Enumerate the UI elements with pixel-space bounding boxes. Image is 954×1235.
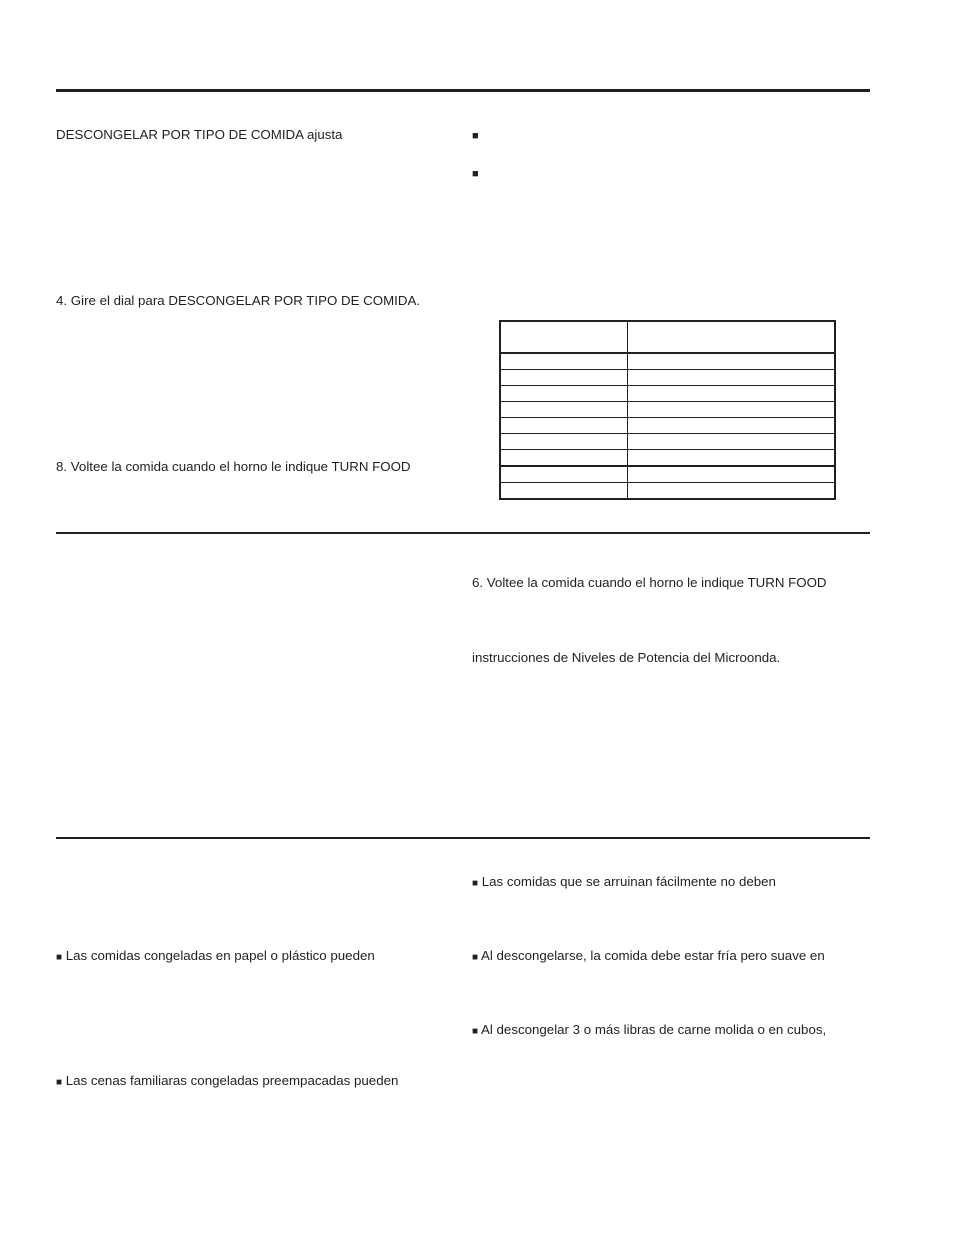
- table-cell: [628, 353, 836, 370]
- table-cell: [500, 418, 628, 434]
- table-cell: [628, 370, 836, 386]
- table-cell: [628, 466, 836, 483]
- auto-defrost-intro: DESCONGELAR POR TIPO DE COMIDA ajusta: [56, 127, 343, 142]
- table-row: [500, 450, 835, 467]
- table-header-cell: [500, 321, 628, 353]
- table-cell: [628, 434, 836, 450]
- tip-text: Las cenas familiaras congeladas preempacadas pueden: [65, 1073, 399, 1088]
- table-cell: [500, 450, 628, 467]
- bullet-square-icon: ■: [56, 952, 63, 963]
- table-header-cell: [628, 321, 836, 353]
- tip-text: Al descongelarse, la comida debe estar fría pero suave en: [481, 948, 825, 963]
- table-cell: [500, 483, 628, 500]
- section-divider: [56, 837, 870, 839]
- step-4-text: 4. Gire el dial para DESCONGELAR POR TIPO DE COMIDA.: [56, 293, 421, 308]
- table-row: [500, 402, 835, 418]
- defrost-food-table: [499, 320, 836, 500]
- table-cell: [500, 466, 628, 483]
- step-6-text: 6. Voltee la comida cuando el horno le indique TURN FOOD: [472, 575, 827, 590]
- step-8-text: 8. Voltee la comida cuando el horno le indique TURN FOOD: [56, 459, 411, 474]
- table-cell: [500, 353, 628, 370]
- table-cell: [628, 418, 836, 434]
- tip-text: Las comidas congeladas en papel o plástico pueden: [65, 948, 375, 963]
- table-row: [500, 353, 835, 370]
- table-cell: [628, 450, 836, 467]
- tip-ground-meat: [472, 1022, 826, 1040]
- table-cell: [628, 402, 836, 418]
- tip-spoil-easily: [472, 874, 776, 892]
- tip-text: Las comidas que se arruinan fácilmente no deben: [481, 874, 776, 889]
- table-cell: [628, 386, 836, 402]
- table-header-row: [500, 321, 835, 353]
- table-cell: [628, 483, 836, 500]
- tip-family-dinners: [56, 1073, 398, 1091]
- table-cell: [500, 370, 628, 386]
- power-levels-note: instrucciones de Niveles de Potencia del Microonda.: [472, 650, 781, 665]
- tip-text: Al descongelar 3 o más libras de carne molida o en cubos,: [481, 1022, 827, 1037]
- tip-cold-soft: [472, 948, 825, 966]
- table-row: [500, 483, 835, 500]
- bullet-square-icon: ■: [472, 952, 479, 963]
- section-divider: [56, 89, 870, 92]
- table-cell: [500, 386, 628, 402]
- table-row: [500, 386, 835, 402]
- bullet-square-icon: ■: [472, 168, 479, 180]
- table-cell: [500, 402, 628, 418]
- tip-paper-plastic: [56, 948, 375, 966]
- table-row: [500, 418, 835, 434]
- bullet-square-icon: ■: [472, 130, 479, 142]
- section-divider: [56, 532, 870, 534]
- table-row: [500, 466, 835, 483]
- table-cell: [500, 434, 628, 450]
- bullet-square-icon: ■: [472, 878, 479, 889]
- table-row: [500, 370, 835, 386]
- table-row: [500, 434, 835, 450]
- bullet-square-icon: ■: [56, 1077, 63, 1088]
- bullet-square-icon: ■: [472, 1026, 479, 1037]
